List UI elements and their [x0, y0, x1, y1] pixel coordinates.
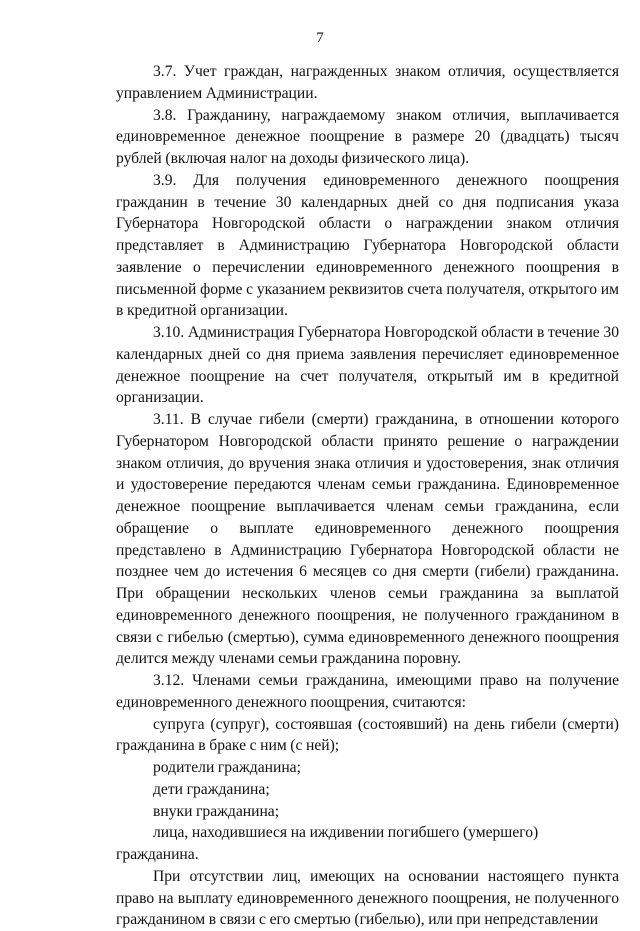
page-number: 7	[316, 30, 324, 46]
paragraph-3-12: 3.12. Членами семьи гражданина, имеющими право на получение единовременного денежного поощрения, считаются:	[116, 672, 619, 711]
list-item-parents: родители гражданина;	[153, 759, 301, 776]
list-item-grandchildren: внуки гражданина;	[153, 802, 280, 820]
paragraph-absence-clause: При отсутствии лиц, имеющих на основании настоящего пункта право на выплату единовременного денежного поощрения, не полученного гражданином в связи с его смертью (гибелью), или при непредставлении	[116, 867, 619, 929]
list-item-dependents: лица, находившиеся на иждивении погибшего (умершего) гражданина.	[116, 824, 539, 863]
paragraph-3-8: 3.8. Гражданину, награждаемому знаком отличия, выплачивается единовременное денежное поощрение в размере 20 (двадцать) тысяч рублей (включая налог на доходы физического лица).	[116, 106, 619, 167]
document-body	[116, 61, 619, 931]
paragraph-3-9: 3.9. Для получения единовременного денежного поощрения гражданин в течение 30 календарных дней со дня подписания указа Губернатора Новгородской области о награждении знаком отличия представляет в Администрацию Губернатора Новгородской области заявление о перечислении единовременного денежного поощрения в письменной форме с указанием реквизитов счета получателя, открытого им в кредитной организации.	[116, 171, 619, 320]
paragraph-3-10: 3.10. Администрация Губернатора Новгородской области в течение 30 календарных дней со дня приема заявления перечисляет единовременное денежное поощрение на счет получателя, открытый им в кредитной организации.	[116, 324, 619, 407]
list-item-spouse: супруга (супруг), состоявшая (состоявший) на день гибели (смерти) гражданина в браке с ним (с ней);	[116, 715, 619, 755]
list-item-children: дети гражданина;	[153, 780, 270, 798]
paragraph-3-7: 3.7. Учет граждан, награжденных знаком отличия, осуществляется управлением Администрации.	[116, 63, 619, 102]
paragraph-3-11: 3.11. В случае гибели (смерти) гражданина, в отношении которого Губернатором Новгородской области принято решение о награждении знаком отличия, до вручения знака отличия и удостоверения, знак отличия и удостоверение передаются членам семьи гражданина. Единовременное денежное поощрение выплачивается членам семьи гражданина, если обращение о выплате единовременного денежного поощрения представлено в Администрацию Губернатора Новгородской области не позднее чем до истечения 6 месяцев со дня смерти (гибели) гражданина. При обращении нескольких членов семьи гражданина за выплатой единовременного денежного поощрения, не полученного гражданином в связи с гибелью (смертью), сумма единовременного денежного поощрения делится между членами семьи гражданина поровну.	[116, 411, 619, 668]
